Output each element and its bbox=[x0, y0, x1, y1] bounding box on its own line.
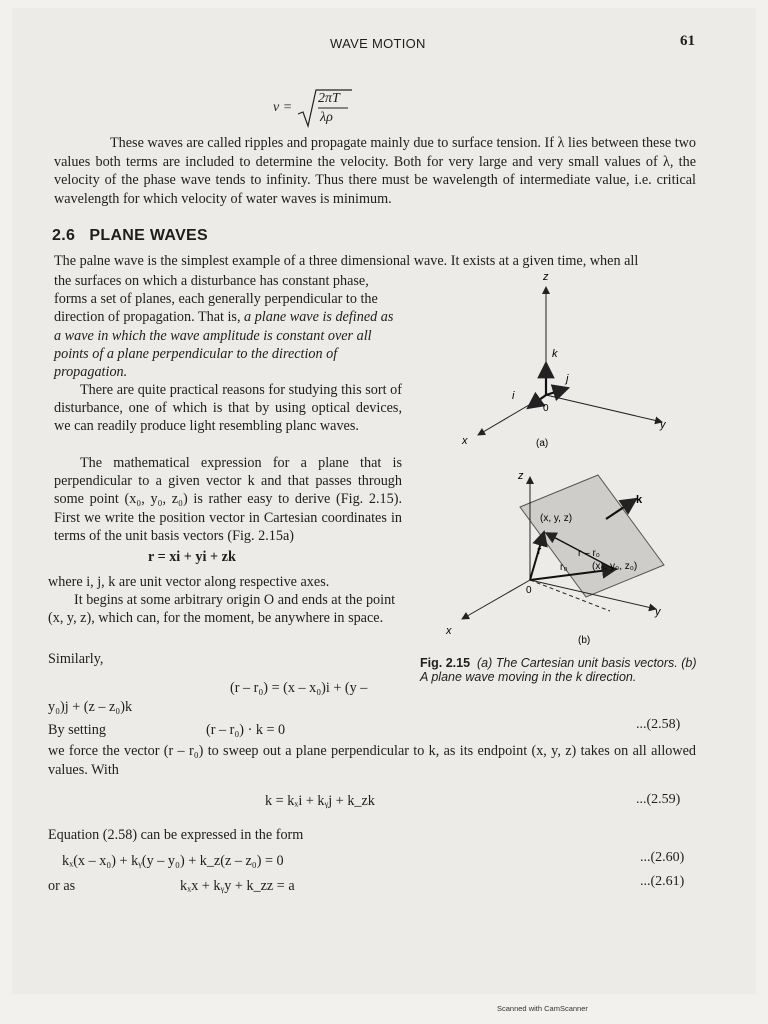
formula-lhs: v = bbox=[273, 100, 293, 115]
or-as-text: or as bbox=[48, 878, 76, 894]
fig-b-origin: 0 bbox=[526, 585, 532, 596]
fig-b-point-label: (x, y, z) bbox=[540, 513, 573, 524]
fig-b-y-label: y bbox=[655, 606, 661, 618]
section-heading bbox=[52, 227, 208, 245]
fig-b-r-label: r bbox=[537, 545, 542, 557]
reasons-paragraph: There are quite practical reasons for studying this sort of disturbance, one of which is that by using optical devices, we can readily produce light resembling planc waves. bbox=[54, 382, 402, 435]
figure-caption-label: Fig. 2.15 bbox=[420, 656, 471, 670]
position-vector-equation: r = xi + yi + zk bbox=[148, 549, 236, 565]
fig-a-x-label: x bbox=[462, 435, 468, 447]
fig-a-j-label: j bbox=[566, 373, 569, 385]
scan-watermark: Scanned with CamScanner bbox=[497, 1004, 588, 1013]
fig-b-label: (b) bbox=[578, 635, 591, 646]
section-title: PLANE WAVES bbox=[89, 227, 208, 244]
plane-intro-column: the surfaces on which a disturbance has constant phase, forms a set of planes, each generally perpendicular to the direction of propagation. That is, a plane wave is defined as a wave in which the wave amplitude is constant over all points of a plane perpendicular to the direction of propagation. bbox=[54, 273, 394, 381]
origin-paragraph: It begins at some arbitrary origin O and ends at the point (x, y, z), which can, for the moment, be anywhere in space. bbox=[48, 592, 396, 627]
similarly-text: Similarly, bbox=[48, 651, 104, 667]
fig-a-i-label: i bbox=[512, 390, 515, 402]
page-number: 61 bbox=[680, 33, 695, 49]
fig-a-origin: 0 bbox=[543, 403, 549, 414]
equation-2-61: kₓx + kᵧy + k_zz = a bbox=[180, 878, 295, 894]
fig-b-k-label: k bbox=[636, 494, 643, 506]
equation-number-2-58: ...(2.58) bbox=[636, 717, 681, 732]
unit-vector-text: where i, j, k are unit vector along respective axes. bbox=[48, 574, 330, 590]
paragraph-ripples: These waves are called ripples and propagate mainly due to surface tension. If λ lies between these two values both terms are included to determine the velocity. Both for very large and very small values of λ, the velocity of the phase wave tends to infinity. Thus there must be wavelength of intermediate value, i.e. critical wavelength for which velocity of water waves is minimum. bbox=[54, 135, 696, 207]
running-header: WAVE MOTION bbox=[330, 36, 426, 51]
fig-b-point0-label: (x₀, y₀, z₀) bbox=[592, 561, 638, 572]
force-paragraph: we force the vector (r – r₀) to sweep out a plane perpendicular to k, as its endpoint (x, y, z) takes on all allowed values. With bbox=[48, 743, 696, 778]
formula-numerator: 2πT bbox=[318, 91, 340, 106]
fig-a-z-label: z bbox=[543, 271, 549, 283]
figure-caption-text: (a) The Cartesian unit basis vectors. (b) A plane wave moving in the k direction. bbox=[420, 656, 697, 684]
equation-2-60: kₓ(x – x₀) + kᵧ(y – y₀) + k_z(z – z₀) = 0 bbox=[62, 853, 284, 869]
fig-a-label: (a) bbox=[536, 438, 549, 449]
equation-number-2-61: ...(2.61) bbox=[640, 874, 685, 889]
equation-2-58: (r – r₀) · k = 0 bbox=[206, 722, 286, 738]
fig-b-x-label: x bbox=[446, 625, 452, 637]
plane-definition: a plane wave is defined as a wave in which the wave amplitude is constant over all points of a plane perpendicular to the direction of propagation. bbox=[54, 309, 394, 381]
equation-number-2-60: ...(2.60) bbox=[640, 850, 685, 865]
plane-intro-line1: The palne wave is the simplest example of a three dimensional wave. It exists at a given time, when all bbox=[54, 253, 639, 269]
section-number: 2.6 bbox=[52, 227, 76, 244]
figure-2-15 bbox=[420, 265, 710, 660]
fig-b-z-label: z bbox=[518, 470, 524, 482]
difference-equation-part1: (r – r₀) = (x – x₀)i + (y – bbox=[230, 680, 368, 696]
equation-2-59: k = kₓi + kᵧj + k_zk bbox=[265, 793, 375, 809]
difference-equation-part2: y₀)j + (z – z₀)k bbox=[48, 699, 133, 715]
fig-b-r0-label: r₀ bbox=[560, 562, 568, 573]
equation-number-2-59: ...(2.59) bbox=[636, 792, 681, 807]
fig-a-k-label: k bbox=[552, 348, 558, 360]
figure-a-axes bbox=[478, 287, 662, 435]
fig-b-r-minus-r0-label: r – r₀ bbox=[578, 548, 600, 559]
formula-denominator: λρ bbox=[320, 110, 333, 125]
fig-a-y-label: y bbox=[660, 419, 666, 431]
math-paragraph: The mathematical expression for a plane that is perpendicular to a given vector k and that passes through some point (x₀, y₀, z₀) is rather easy to derive (Fig. 2.15). First we write the position vector in Cartesian coordinates in terms of the unit basis vectors (Fig. 2.15a) bbox=[54, 455, 402, 544]
equation-form-text: Equation (2.58) can be expressed in the form bbox=[48, 827, 304, 843]
by-setting-text: By setting bbox=[48, 722, 106, 738]
figure-caption bbox=[420, 656, 700, 684]
